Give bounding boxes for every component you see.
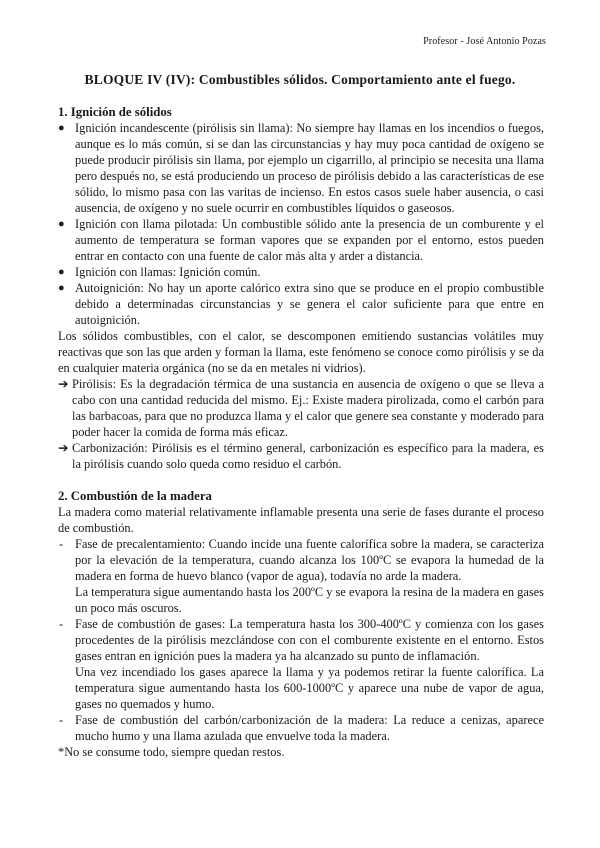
section-1 bbox=[58, 104, 544, 472]
bullet-text: Ignición con llama pilotada: Un combustible sólido ante la presencia de un comburente y el aumento de temperatura se forman vapores que se expanden por el entorno, estos pueden entrar en contacto con una fuente de calor más alta y arder a distancia. bbox=[75, 217, 544, 263]
phase-extra: La temperatura sigue aumentando hasta los 200ºC y se evapora la resina de la madera en gases un poco más oscuros. bbox=[75, 585, 544, 615]
list-item bbox=[58, 616, 544, 664]
bullet-icon: ● bbox=[58, 218, 65, 230]
arrow-text: Pirólisis: Es la degradación térmica de una sustancia en ausencia de oxígeno o que se lleva a cabo con una cantidad reducida del mismo. Ej.: Existe madera pirolizada, como el carbón para las barbacoas, para que no produzca llama y el calor que genere sea constante y moderado para poder hacer la comida de forma más eficaz. bbox=[72, 377, 544, 439]
phase-text: Fase de combustión de gases: La temperatura hasta los 300-400ºC y comienza con los gases procedentes de la pirólisis mezclándose con con el comburente existente en el entorno. Estos gases entran en ignición pues la madera ya ha alcanzado su punto de inflamación. bbox=[75, 617, 544, 663]
arrow-text: Carbonización: Pirólisis es el término general, carbonización es específico para la madera, es la pirólisis cuando solo queda como residuo el carbón. bbox=[72, 441, 544, 471]
author-header: Profesor - José Antonio Pozas bbox=[423, 36, 546, 47]
bullet-icon: ● bbox=[58, 266, 65, 278]
section-1-heading: 1. Ignición de sólidos bbox=[58, 105, 172, 119]
arrow-right-icon: ➔ bbox=[58, 377, 69, 391]
paragraph-pyrolysis: Los sólidos combustibles, con el calor, se descomponen emitiendo sustancias volátiles muy reactivas que son las que arden y forman la llama, este fenómeno se conoce como pirólisis y se da en cualquier materia orgánica (no se da en metales ni vidrios). bbox=[58, 329, 544, 375]
list-item bbox=[58, 376, 544, 440]
section-2-intro: La madera como material relativamente inflamable presenta una serie de fases durante el proceso de combustión. bbox=[58, 505, 544, 535]
bullet-text: Ignición con llamas: Ignición común. bbox=[75, 265, 261, 279]
list-item bbox=[58, 712, 544, 744]
list-item bbox=[58, 280, 544, 328]
bullet-text: Autoignición: No hay un aporte calórico extra sino que se produce en el propio combustible debido a determinadas circunstancias y se genera el calor suficiente para que entre en autoignición. bbox=[75, 281, 544, 327]
section-2-heading: 2. Combustión de la madera bbox=[58, 489, 212, 503]
bullet-icon: ● bbox=[58, 282, 65, 294]
list-item bbox=[58, 440, 544, 472]
bullet-icon: ● bbox=[58, 122, 65, 134]
list-item bbox=[58, 120, 544, 216]
dash-marker: - bbox=[59, 617, 64, 631]
document-title: BLOQUE IV (IV): Combustibles sólidos. Comportamiento ante el fuego. bbox=[84, 72, 516, 87]
list-item bbox=[58, 536, 544, 584]
arrow-right-icon: ➔ bbox=[58, 441, 69, 455]
phase-extra: Una vez incendiado los gases aparece la llama y ya podemos retirar la fuente calorífica. La temperatura sigue aumentando hasta los 600-1000ºC y aparece una nube de vapor de agua, gases no quemados y humo. bbox=[75, 665, 544, 711]
list-item bbox=[58, 264, 544, 280]
dash-marker: - bbox=[59, 537, 64, 551]
footnote: *No se consume todo, siempre quedan restos. bbox=[58, 745, 285, 759]
dash-marker: - bbox=[59, 713, 64, 727]
phase-text: Fase de combustión del carbón/carbonización de la madera: La reduce a cenizas, aparece mucho humo y una llama azulada que envuelve toda la madera. bbox=[75, 713, 544, 743]
phase-text: Fase de precalentamiento: Cuando incide una fuente calorífica sobre la madera, se caracteriza por la elevación de la temperatura, cuando alcanza los 100ºC se evapora la humedad de la madera en forma de huevo blanco (vapor de agua), todavía no arde la madera. bbox=[75, 537, 544, 583]
list-item bbox=[58, 216, 544, 264]
section-2 bbox=[58, 488, 544, 760]
bullet-text: Ignición incandescente (pirólisis sin llama): No siempre hay llamas en los incendios o fuegos, aunque es lo más común, si se dan las circunstancias y hay muy poca cantidad de oxígeno se puede producir pirólisis sin llama, por ejemplo un cigarrillo, al principio se necesita una llama pero después no, se está produciendo un proceso de pirólisis debido a las características de ese sólido, lo mismo pasa con las varitas de incienso. En estos casos suele haber ausencia, o casi ausencia, de oxígeno y no suele ocurrir en combustibles líquidos o gaseosos. bbox=[75, 121, 544, 215]
